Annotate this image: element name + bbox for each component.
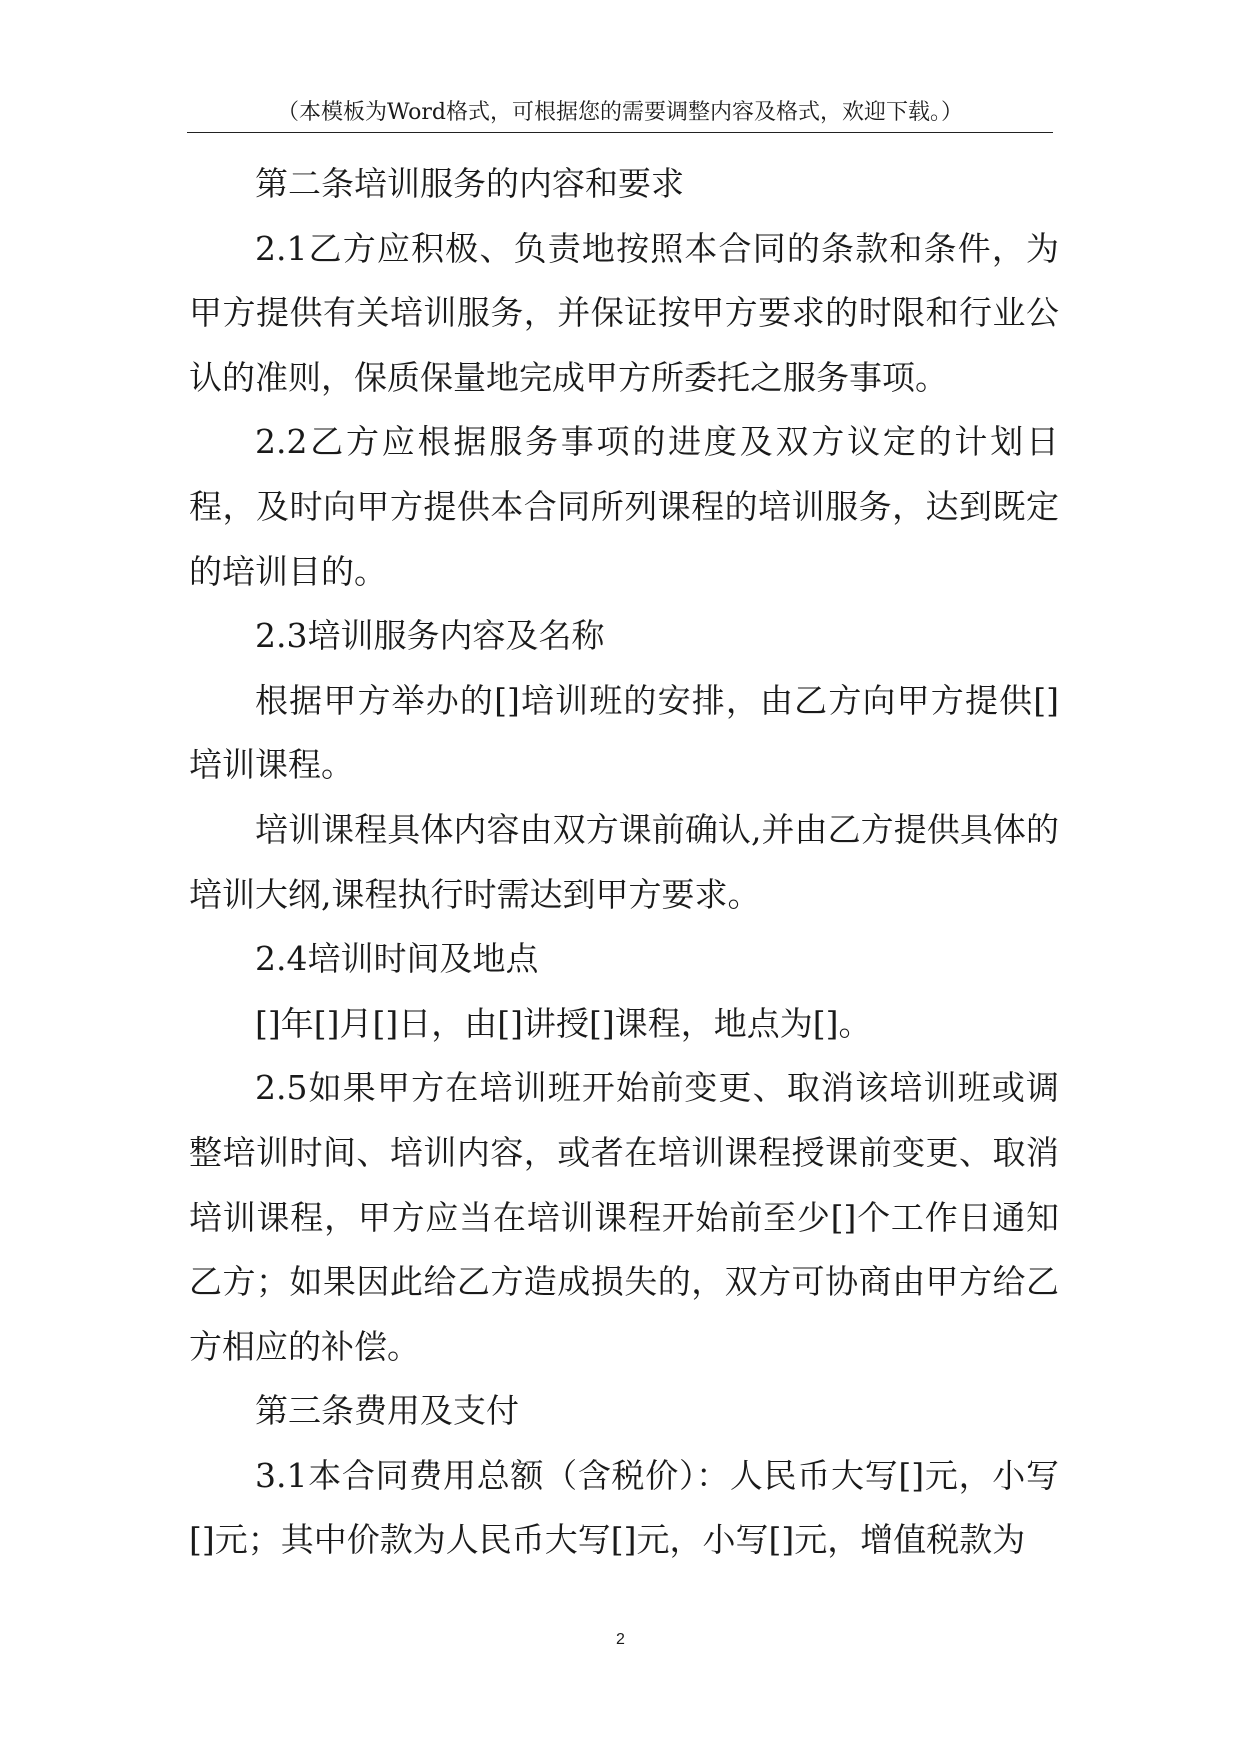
clause-2-3-courses: 根据甲方举办的[]培训班的安排，由乙方向甲方提供[]培训课程。: [189, 680, 1059, 785]
clause-2-4-heading: 2.4培训时间及地点: [255, 939, 539, 979]
contract-body: [189, 152, 1059, 1573]
clause-2-2: 2.2乙方应根据服务事项的进度及双方议定的计划日程，及时向甲方提供本合同所列课程的培训服务，达到既定的培训目的。: [189, 422, 1059, 591]
clause-2-4-schedule: []年[]月[]日，由[]讲授[]课程，地点为[]。: [255, 1003, 872, 1043]
clause-3-1: 3.1本合同费用总额（含税价）：人民币大写[]元，小写[]元；其中价款为人民币大写[]元，小写[]元，增值税款为: [189, 1455, 1059, 1560]
clause-2-5: 2.5如果甲方在培训班开始前变更、取消该培训班或调整培训时间、培训内容，或者在培训课程授课前变更、取消培训课程，甲方应当在培训课程开始前至少[]个工作日通知乙方；如果因此给乙方造成损失的，双方可协商由甲方给乙方相应的补偿。: [189, 1068, 1059, 1366]
page-number: 2: [616, 1631, 625, 1648]
clause-2-3-heading: 2.3培训服务内容及名称: [255, 616, 605, 656]
section-heading-2: 第二条培训服务的内容和要求: [255, 164, 684, 203]
template-note: （本模板为Word格式，可根据您的需要调整内容及格式，欢迎下载。）: [277, 100, 963, 125]
section-heading-3: 第三条费用及支付: [255, 1391, 519, 1431]
clause-2-1: 2.1乙方应积极、负责地按照本合同的条款和条件，为甲方提供有关培训服务，并保证按甲方要求的时限和行业公认的准则，保质保量地完成甲方所委托之服务事项。: [189, 228, 1059, 397]
header-divider: [187, 132, 1053, 133]
clause-2-3-content: 培训课程具体内容由双方课前确认,并由乙方提供具体的培训大纲,课程执行时需达到甲方要求。: [189, 809, 1059, 914]
